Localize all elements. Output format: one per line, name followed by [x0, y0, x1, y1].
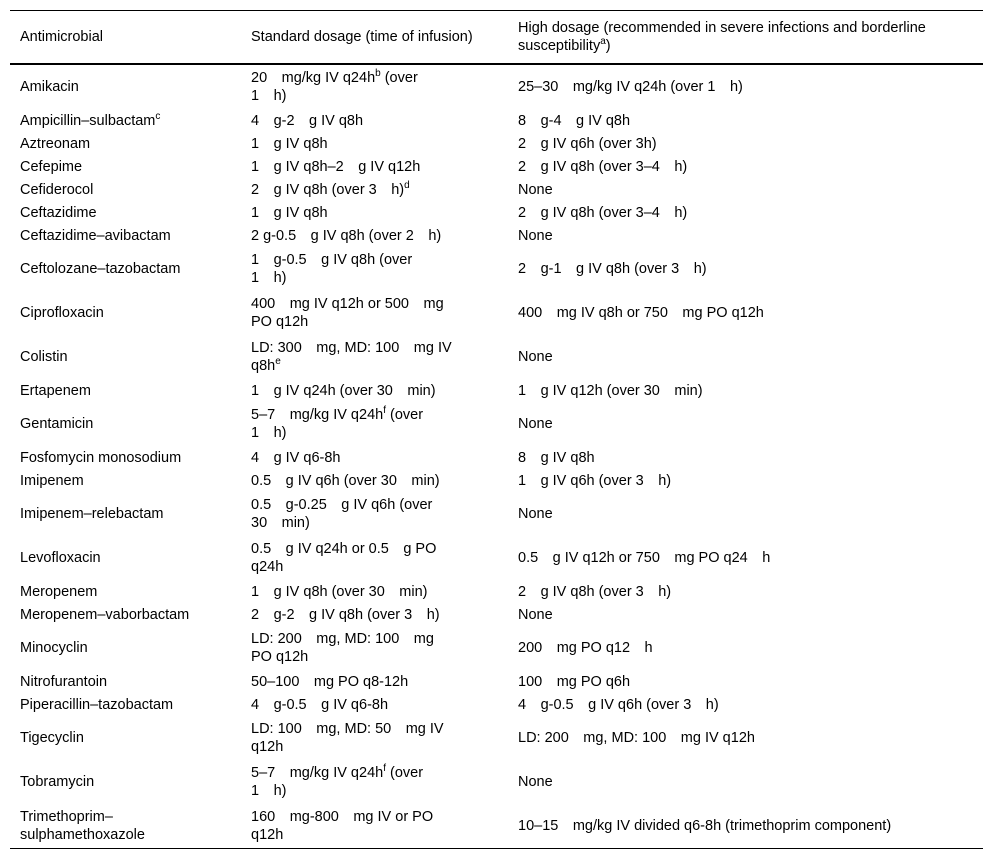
high-dosage-text: 2 g IV q8h (over 3–4 h)	[518, 158, 688, 175]
cell-standard-dosage	[241, 64, 508, 109]
footnote-marker: f	[383, 763, 386, 775]
cell-standard-dosage	[241, 178, 508, 201]
table-row	[10, 626, 983, 670]
cell-standard-dosage	[241, 155, 508, 178]
standard-dosage-text: 4 g IV q6-8h	[251, 449, 341, 466]
standard-dosage-text: 400 mg IV q12h or 500 mg PO q12h	[251, 296, 444, 330]
cell-standard-dosage	[241, 603, 508, 626]
cell-high-dosage	[508, 580, 983, 603]
cell-antimicrobial	[10, 402, 241, 446]
high-dosage-text: 2 g-1 g IV q8h (over 3 h)	[518, 261, 707, 277]
high-dosage-text: LD: 200 mg, MD: 100 mg IV q12h	[518, 730, 755, 746]
standard-dosage-text: LD: 200 mg, MD: 100 mg PO q12h	[251, 631, 434, 665]
drug-name: Ceftolozane–tazobactam	[20, 261, 181, 277]
cell-high-dosage	[508, 716, 983, 760]
standard-dosage-text: 0.5 g-0.25 g IV q6h (over 30 min)	[251, 497, 433, 531]
drug-name: Amikacin	[20, 79, 79, 95]
cell-high-dosage	[508, 603, 983, 626]
footnote-marker: b	[375, 68, 381, 80]
header-high-dosage	[508, 11, 983, 65]
standard-dosage-text: 2 g-0.5 g IV q8h (over 2 h)	[251, 227, 442, 244]
cell-high-dosage	[508, 291, 983, 335]
cell-high-dosage	[508, 379, 983, 402]
drug-name: Levofloxacin	[20, 550, 101, 566]
cell-antimicrobial	[10, 716, 241, 760]
drug-name: Tobramycin	[20, 774, 95, 790]
cell-antimicrobial	[10, 804, 241, 849]
drug-name: Minocyclin	[20, 640, 88, 656]
table-row	[10, 178, 983, 201]
high-dosage-text: 200 mg PO q12 h	[518, 640, 653, 656]
standard-dosage-text: 1 g IV q8h	[251, 135, 328, 152]
footnote-marker: c	[155, 110, 161, 122]
cell-standard-dosage	[241, 402, 508, 446]
drug-name: Ertapenem	[20, 382, 91, 399]
cell-standard-dosage	[241, 247, 508, 291]
high-dosage-text: 400 mg IV q8h or 750 mg PO q12h	[518, 305, 764, 321]
high-dosage-text: 4 g-0.5 g IV q6h (over 3 h)	[518, 696, 719, 713]
cell-high-dosage	[508, 760, 983, 804]
drug-name: Imipenem–relebactam	[20, 506, 164, 522]
table-row	[10, 224, 983, 247]
cell-antimicrobial	[10, 379, 241, 402]
high-dosage-text: None	[518, 506, 553, 522]
high-dosage-text: None	[518, 416, 553, 432]
standard-dosage-text: 5–7 mg/kg IV q24h	[251, 765, 384, 781]
drug-name: Ampicillin–sulbactam	[20, 112, 156, 129]
drug-name: Piperacillin–tazobactam	[20, 696, 174, 713]
standard-dosage-text: 0.5 g IV q24h or 0.5 g PO q24h	[251, 541, 437, 575]
high-dosage-text: 0.5 g IV q12h or 750 mg PO q24 h	[518, 550, 771, 566]
cell-antimicrobial	[10, 492, 241, 536]
high-dosage-text: None	[518, 774, 553, 790]
dosage-table	[10, 10, 983, 849]
high-dosage-text: None	[518, 349, 553, 365]
drug-name: Tigecyclin	[20, 730, 84, 746]
drug-name: Colistin	[20, 349, 68, 365]
cell-high-dosage	[508, 536, 983, 580]
cell-antimicrobial	[10, 335, 241, 379]
table-header-row	[10, 11, 983, 65]
cell-antimicrobial	[10, 446, 241, 469]
table-row	[10, 693, 983, 716]
high-dosage-text: 25–30 mg/kg IV q24h (over 1 h)	[518, 79, 743, 95]
cell-high-dosage	[508, 155, 983, 178]
cell-standard-dosage	[241, 693, 508, 716]
table-row	[10, 716, 983, 760]
standard-dosage-text: 50–100 mg PO q8-12h	[251, 673, 409, 690]
drug-name: Meropenem–vaborbactam	[20, 606, 190, 623]
cell-antimicrobial	[10, 155, 241, 178]
drug-name: Ceftazidime–avibactam	[20, 227, 171, 244]
cell-standard-dosage	[241, 224, 508, 247]
cell-antimicrobial	[10, 132, 241, 155]
table-row	[10, 155, 983, 178]
table-row	[10, 603, 983, 626]
high-dosage-text: 8 g IV q8h	[518, 449, 595, 466]
standard-dosage-text: LD: 100 mg, MD: 50 mg IV q12h	[251, 721, 444, 755]
cell-high-dosage	[508, 201, 983, 224]
table-row	[10, 64, 983, 109]
standard-dosage-text: 1 g IV q8h (over 30 min)	[251, 583, 428, 600]
cell-high-dosage	[508, 335, 983, 379]
standard-dosage-text: 2 g-2 g IV q8h (over 3 h)	[251, 606, 440, 623]
cell-high-dosage	[508, 626, 983, 670]
header-high-close: )	[605, 38, 611, 54]
cell-standard-dosage	[241, 335, 508, 379]
table-row	[10, 379, 983, 402]
cell-antimicrobial	[10, 670, 241, 693]
cell-antimicrobial	[10, 291, 241, 335]
table-row	[10, 492, 983, 536]
cell-standard-dosage	[241, 492, 508, 536]
high-dosage-text: None	[518, 606, 553, 623]
footnote-marker: d	[404, 179, 410, 191]
standard-dosage-text: 2 g IV q8h (over 3 h)	[251, 181, 405, 198]
cell-standard-dosage	[241, 804, 508, 849]
drug-name: Aztreonam	[20, 135, 91, 152]
cell-antimicrobial	[10, 64, 241, 109]
high-dosage-text: 1 g IV q6h (over 3 h)	[518, 472, 672, 489]
header-standard-dosage: Standard dosage (time of infusion)	[251, 29, 473, 45]
cell-high-dosage	[508, 670, 983, 693]
cell-high-dosage	[508, 178, 983, 201]
table-row	[10, 469, 983, 492]
cell-standard-dosage	[241, 760, 508, 804]
standard-dosage-text: 4 g-2 g IV q8h	[251, 112, 364, 129]
header-antimicrobial: Antimicrobial	[20, 29, 103, 45]
standard-dosage-text: 1 g IV q24h (over 30 min)	[251, 382, 436, 399]
cell-high-dosage	[508, 224, 983, 247]
drug-name: Gentamicin	[20, 416, 94, 432]
dosage-table-container	[10, 10, 983, 849]
footnote-marker: e	[275, 356, 281, 368]
cell-standard-dosage	[241, 469, 508, 492]
cell-antimicrobial	[10, 693, 241, 716]
high-dosage-text: 8 g-4 g IV q8h	[518, 112, 631, 129]
cell-antimicrobial	[10, 603, 241, 626]
drug-name: Ceftazidime	[20, 204, 97, 221]
cell-high-dosage	[508, 804, 983, 849]
table-row	[10, 132, 983, 155]
cell-high-dosage	[508, 247, 983, 291]
drug-name: Cefepime	[20, 158, 83, 175]
cell-antimicrobial	[10, 536, 241, 580]
high-dosage-text: 2 g IV q8h (over 3 h)	[518, 583, 672, 600]
standard-dosage-text: 0.5 g IV q6h (over 30 min)	[251, 472, 440, 489]
table-row	[10, 109, 983, 132]
cell-standard-dosage	[241, 580, 508, 603]
cell-standard-dosage	[241, 379, 508, 402]
table-row	[10, 335, 983, 379]
standard-dosage-text: 5–7 mg/kg IV q24h	[251, 407, 384, 423]
standard-dosage-text: 160 mg-800 mg IV or PO q12h	[251, 809, 434, 843]
table-row	[10, 536, 983, 580]
cell-antimicrobial	[10, 580, 241, 603]
cell-antimicrobial	[10, 178, 241, 201]
high-dosage-text: 1 g IV q12h (over 30 min)	[518, 382, 703, 399]
cell-standard-dosage	[241, 201, 508, 224]
drug-name: Cefiderocol	[20, 181, 94, 198]
standard-dosage-text: 1 g-0.5 g IV q8h (over 1 h)	[251, 252, 413, 286]
table-row	[10, 446, 983, 469]
drug-name: Meropenem	[20, 583, 98, 600]
cell-high-dosage	[508, 492, 983, 536]
standard-dosage-tail: (over 1 h)	[251, 407, 424, 441]
cell-standard-dosage	[241, 626, 508, 670]
high-dosage-text: 100 mg PO q6h	[518, 673, 631, 690]
header-high-text: High dosage (recommended in severe infections and borderline susceptibility	[518, 20, 926, 54]
high-dosage-text: None	[518, 181, 553, 198]
table-row	[10, 760, 983, 804]
footnote-marker: a	[600, 36, 606, 48]
drug-name: Fosfomycin monosodium	[20, 449, 182, 466]
standard-dosage-text: 20 mg/kg IV q24h	[251, 70, 376, 86]
cell-standard-dosage	[241, 132, 508, 155]
standard-dosage-tail: (over 1 h)	[251, 70, 418, 104]
table-row	[10, 247, 983, 291]
standard-dosage-tail: (over 1 h)	[251, 765, 424, 799]
cell-standard-dosage	[241, 670, 508, 693]
high-dosage-text: 2 g IV q8h (over 3–4 h)	[518, 204, 688, 221]
cell-antimicrobial	[10, 224, 241, 247]
high-dosage-text: None	[518, 227, 553, 244]
cell-antimicrobial	[10, 247, 241, 291]
table-row	[10, 291, 983, 335]
standard-dosage-text: 4 g-0.5 g IV q6-8h	[251, 696, 389, 713]
table-row	[10, 670, 983, 693]
cell-antimicrobial	[10, 109, 241, 132]
table-row	[10, 402, 983, 446]
high-dosage-text: 10–15 mg/kg IV divided q6-8h (trimethoprim component)	[518, 818, 892, 834]
cell-standard-dosage	[241, 536, 508, 580]
drug-name: Trimethoprim– sulphamethoxazole	[20, 809, 145, 843]
standard-dosage-text: 1 g IV q8h	[251, 204, 328, 221]
cell-high-dosage	[508, 446, 983, 469]
cell-antimicrobial	[10, 201, 241, 224]
table-row	[10, 580, 983, 603]
cell-high-dosage	[508, 402, 983, 446]
cell-antimicrobial	[10, 626, 241, 670]
standard-dosage-text: 1 g IV q8h–2 g IV q12h	[251, 158, 421, 175]
cell-high-dosage	[508, 64, 983, 109]
table-row	[10, 804, 983, 849]
cell-standard-dosage	[241, 446, 508, 469]
drug-name: Nitrofurantoin	[20, 673, 108, 690]
drug-name: Ciprofloxacin	[20, 305, 104, 321]
footnote-marker: f	[383, 405, 386, 417]
cell-standard-dosage	[241, 109, 508, 132]
table-row	[10, 201, 983, 224]
cell-antimicrobial	[10, 469, 241, 492]
cell-antimicrobial	[10, 760, 241, 804]
cell-standard-dosage	[241, 716, 508, 760]
cell-standard-dosage	[241, 291, 508, 335]
cell-high-dosage	[508, 469, 983, 492]
drug-name: Imipenem	[20, 472, 84, 489]
standard-dosage-text: LD: 300 mg, MD: 100 mg IV q8h	[251, 340, 452, 374]
cell-high-dosage	[508, 109, 983, 132]
high-dosage-text: 2 g IV q6h (over 3h)	[518, 135, 657, 152]
cell-high-dosage	[508, 693, 983, 716]
cell-high-dosage	[508, 132, 983, 155]
